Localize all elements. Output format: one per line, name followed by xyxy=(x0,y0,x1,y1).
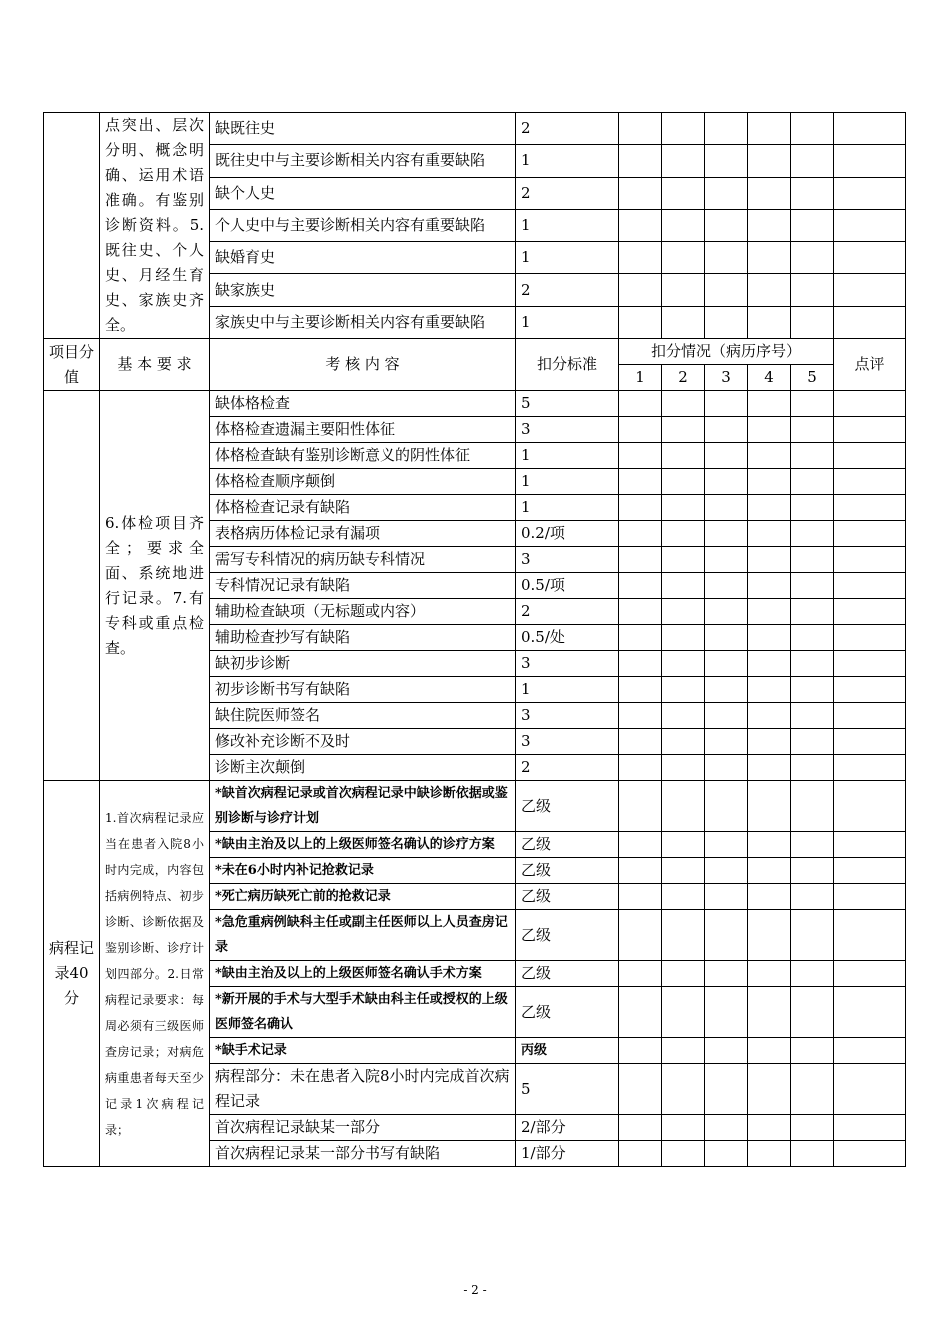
standard-cell: 5 xyxy=(516,391,619,417)
content-cell: *缺手术记录 xyxy=(210,1038,516,1064)
basic-requirement-cell: 点突出、层次分明、概念明确、运用术语准确。有鉴别诊断资料。5.既往史、个人史、月经生育史、家族史齐全。 xyxy=(100,113,210,339)
header-basic-requirement: 基 本 要 求 xyxy=(100,339,210,391)
item-score-cell: 病程记录40分 xyxy=(44,781,100,1167)
content-cell: 诊断主次颠倒 xyxy=(210,755,516,781)
content-cell: 体格检查记录有缺陷 xyxy=(210,495,516,521)
content-cell: 缺既往史 xyxy=(210,113,516,145)
content-cell: *新开展的手术与大型手术缺由科主任或授权的上级医师签名确认 xyxy=(210,987,516,1038)
header-content: 考 核 内 容 xyxy=(210,339,516,391)
content-cell: 辅助检查缺项（无标题或内容） xyxy=(210,599,516,625)
content-cell: 体格检查遗漏主要阳性体征 xyxy=(210,417,516,443)
standard-cell: 1 xyxy=(516,469,619,495)
basic-requirement-cell: 1.首次病程记录应当在患者入院8小时内完成，内容包括病例特点、初步诊断、诊断依据及鉴别诊断、诊疗计划四部分。2.日常病程记录要求：每周必须有三级医师查房记录；对病危病重患者每天至少记录1次病程记录； xyxy=(100,781,210,1167)
item-score-cell xyxy=(44,113,100,339)
standard-cell: 2 xyxy=(516,274,619,306)
content-cell: 病程部分：未在患者入院8小时内完成首次病程记录 xyxy=(210,1064,516,1115)
content-cell: 首次病程记录某一部分书写有缺陷 xyxy=(210,1141,516,1167)
content-cell: 家族史中与主要诊断相关内容有重要缺陷 xyxy=(210,306,516,338)
content-cell: *未在6小时内补记抢救记录 xyxy=(210,858,516,884)
standard-cell: 1 xyxy=(516,677,619,703)
standard-cell: 3 xyxy=(516,703,619,729)
content-cell: 首次病程记录缺某一部分 xyxy=(210,1115,516,1141)
standard-cell: 2 xyxy=(516,177,619,209)
content-cell: 需写专科情况的病历缺专科情况 xyxy=(210,547,516,573)
header-record-number: 2 xyxy=(662,365,705,391)
standard-cell: 3 xyxy=(516,651,619,677)
header-record-number: 3 xyxy=(705,365,748,391)
standard-cell: 乙级 xyxy=(516,987,619,1038)
header-standard: 扣分标准 xyxy=(516,339,619,391)
standard-cell: 乙级 xyxy=(516,884,619,910)
standard-cell: 乙级 xyxy=(516,858,619,884)
standard-cell: 0.5/项 xyxy=(516,573,619,599)
header-record-number: 1 xyxy=(619,365,662,391)
content-cell: 缺初步诊断 xyxy=(210,651,516,677)
content-cell: *急危重病例缺科主任或副主任医师以上人员查房记录 xyxy=(210,910,516,961)
standard-cell: 0.2/项 xyxy=(516,521,619,547)
standard-cell: 乙级 xyxy=(516,832,619,858)
standard-cell: 5 xyxy=(516,1064,619,1115)
content-cell: 修改补充诊断不及时 xyxy=(210,729,516,755)
standard-cell: 0.5/处 xyxy=(516,625,619,651)
basic-requirement-cell: 6.体检项目齐全；要求全面、系统地进行记录。7.有专科或重点检查。 xyxy=(100,391,210,781)
standard-cell: 丙级 xyxy=(516,1038,619,1064)
header-item-score: 项目分值 xyxy=(44,339,100,391)
standard-cell: 2 xyxy=(516,755,619,781)
content-cell: 个人史中与主要诊断相关内容有重要缺陷 xyxy=(210,209,516,241)
header-record-number: 5 xyxy=(791,365,834,391)
content-cell: 缺婚育史 xyxy=(210,242,516,274)
header-deduction: 扣分情况（病历序号） xyxy=(619,339,834,365)
content-cell: 初步诊断书写有缺陷 xyxy=(210,677,516,703)
header-row xyxy=(44,339,906,365)
content-cell: 缺住院医师签名 xyxy=(210,703,516,729)
standard-cell: 3 xyxy=(516,417,619,443)
content-cell: *缺由主治及以上的上级医师签名确认的诊疗方案 xyxy=(210,832,516,858)
page-number: - 2 - xyxy=(463,1283,487,1297)
content-cell: 缺家族史 xyxy=(210,274,516,306)
content-cell: 缺个人史 xyxy=(210,177,516,209)
standard-cell: 1 xyxy=(516,495,619,521)
standard-cell: 2/部分 xyxy=(516,1115,619,1141)
content-cell: 辅助检查抄写有缺陷 xyxy=(210,625,516,651)
standard-cell: 3 xyxy=(516,729,619,755)
content-cell: 体格检查缺有鉴别诊断意义的阴性体征 xyxy=(210,443,516,469)
standard-cell: 2 xyxy=(516,113,619,145)
standard-cell: 1 xyxy=(516,145,619,177)
table-row xyxy=(44,391,906,417)
content-cell: 表格病历体检记录有漏项 xyxy=(210,521,516,547)
standard-cell: 3 xyxy=(516,547,619,573)
header-record-number: 4 xyxy=(748,365,791,391)
content-cell: 专科情况记录有缺陷 xyxy=(210,573,516,599)
standard-cell: 2 xyxy=(516,599,619,625)
evaluation-table xyxy=(43,112,906,1167)
header-comment: 点评 xyxy=(834,339,906,391)
standard-cell: 1/部分 xyxy=(516,1141,619,1167)
table-row xyxy=(44,781,906,832)
item-score-cell xyxy=(44,391,100,781)
content-cell: 既往史中与主要诊断相关内容有重要缺陷 xyxy=(210,145,516,177)
content-cell: *死亡病历缺死亡前的抢救记录 xyxy=(210,884,516,910)
standard-cell: 乙级 xyxy=(516,961,619,987)
standard-cell: 乙级 xyxy=(516,910,619,961)
standard-cell: 1 xyxy=(516,443,619,469)
standard-cell: 1 xyxy=(516,242,619,274)
standard-cell: 1 xyxy=(516,209,619,241)
content-cell: *缺由主治及以上的上级医师签名确认手术方案 xyxy=(210,961,516,987)
content-cell: 体格检查顺序颠倒 xyxy=(210,469,516,495)
content-cell: 缺体格检查 xyxy=(210,391,516,417)
content-cell: *缺首次病程记录或首次病程记录中缺诊断依据或鉴别诊断与诊疗计划 xyxy=(210,781,516,832)
standard-cell: 1 xyxy=(516,306,619,338)
table-row xyxy=(44,113,906,145)
standard-cell: 乙级 xyxy=(516,781,619,832)
